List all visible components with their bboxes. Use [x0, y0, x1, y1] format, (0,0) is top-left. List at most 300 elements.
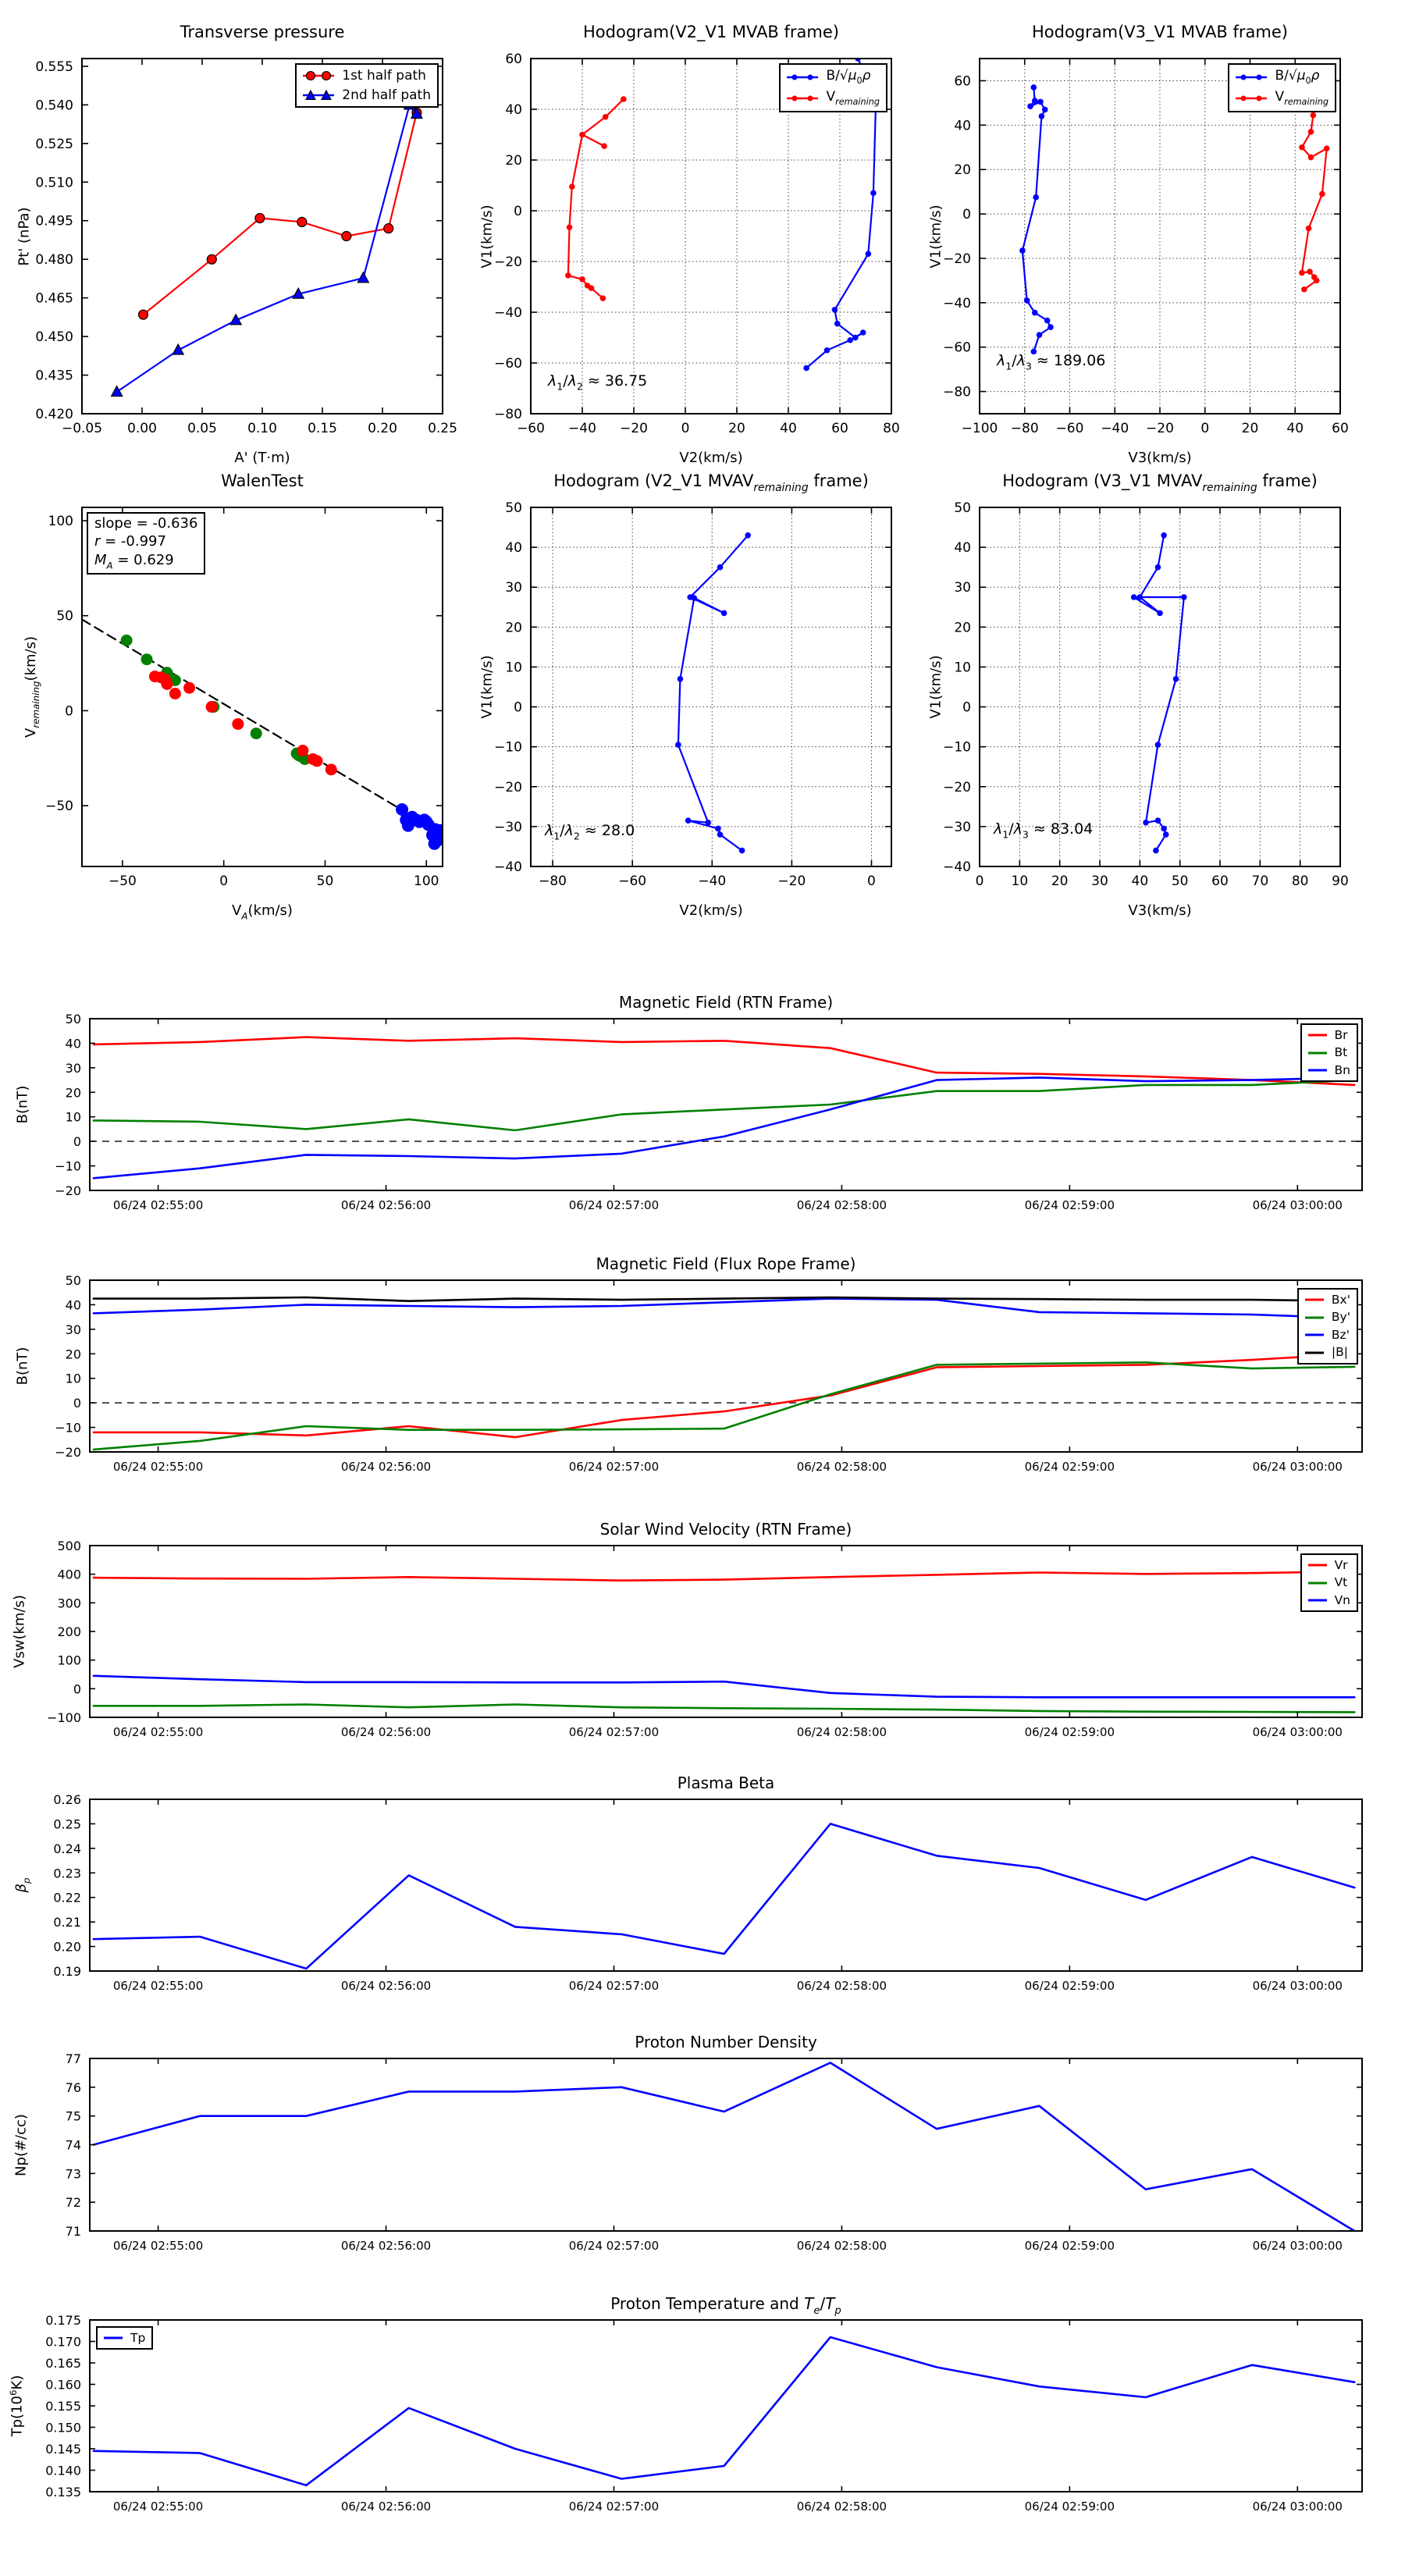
legend-label	[1332, 1343, 1348, 1361]
svg-text:06/24 02:55:00: 06/24 02:55:00	[112, 1460, 204, 1474]
svg-text:0: 0	[962, 207, 971, 223]
annotation-line	[548, 372, 647, 393]
svg-text:20: 20	[65, 1347, 81, 1362]
series-by-prime	[94, 1362, 1354, 1450]
legend-swatch-icon	[1233, 70, 1269, 84]
x-axis-label-text: V2(km/s)	[679, 902, 743, 919]
svg-text:−60: −60	[494, 356, 522, 372]
legend-swatch-icon	[1306, 1028, 1329, 1042]
svg-text:60: 60	[1211, 873, 1229, 889]
axes-frame	[82, 59, 443, 414]
legend-label-text: By'	[1331, 1310, 1350, 1325]
axis-ticks	[980, 507, 1340, 866]
svg-text:60: 60	[505, 52, 522, 67]
y-axis-label-text: $\beta_p$	[12, 1877, 33, 1893]
annotation-line	[994, 820, 1093, 841]
plot-title	[90, 1254, 1362, 1273]
svg-text:20: 20	[1241, 421, 1259, 436]
svg-text:06/24 02:58:00: 06/24 02:58:00	[796, 1979, 887, 1993]
svg-text:0.495: 0.495	[35, 213, 73, 229]
svg-text:−40: −40	[943, 295, 971, 311]
svg-text:0.525: 0.525	[35, 136, 73, 152]
legend-item	[784, 66, 880, 87]
svg-text:06/24 02:56:00: 06/24 02:56:00	[340, 1979, 432, 1993]
y-axis-label	[16, 207, 33, 265]
legend-label	[1332, 1291, 1350, 1308]
legend-item	[1233, 87, 1329, 109]
plot-magnetic-field-rtn	[14, 993, 1362, 1212]
svg-text:06/24 02:59:00: 06/24 02:59:00	[1024, 2500, 1115, 2514]
svg-text:70: 70	[1251, 873, 1269, 889]
x-axis-label-text: $V_A(km/s)$	[232, 902, 293, 922]
legend-item	[1303, 1343, 1350, 1361]
y-axis-label-text: $Tp(10^6K)$	[7, 2375, 26, 2437]
legend-label	[342, 66, 426, 86]
annotation-text: $\lambda_1/\lambda_2 \approx 28.0$	[545, 822, 635, 842]
plot-title	[90, 993, 1362, 1012]
svg-text:50: 50	[65, 1273, 81, 1288]
svg-text:10: 10	[65, 1371, 81, 1386]
series-bx-prime	[94, 1354, 1354, 1437]
svg-text:0.510: 0.510	[35, 175, 73, 191]
svg-text:−20: −20	[55, 1445, 81, 1460]
legend-label	[1332, 1308, 1350, 1325]
series-bt	[94, 1080, 1354, 1130]
series-bz-prime	[94, 1299, 1354, 1318]
plot-transverse-pressure	[16, 23, 457, 466]
legend-label-text: Vr	[1334, 1558, 1348, 1572]
axes-frame	[90, 2320, 1362, 2492]
svg-text:−20: −20	[494, 779, 522, 795]
axis-tick-labels	[35, 59, 457, 436]
chart-canvas	[494, 500, 891, 889]
svg-text:30: 30	[954, 580, 971, 596]
legend-item	[1303, 1291, 1350, 1308]
svg-text:06/24 02:58:00: 06/24 02:58:00	[796, 1460, 887, 1474]
plot-title-text: Hodogram(V3_V1 MVAB frame)	[1032, 23, 1288, 41]
svg-text:60: 60	[954, 73, 971, 90]
legend-label-text: Bt	[1334, 1045, 1348, 1060]
annotation-text: $\lambda_1/\lambda_2 \approx 36.75$	[548, 372, 648, 393]
plot-walen-test	[22, 471, 443, 922]
plot-title-text: Proton Temperature and $T_e/T_p$	[610, 2294, 841, 2317]
plot-proton-density	[12, 2033, 1362, 2253]
legend-swatch-icon	[101, 2331, 125, 2345]
svg-text:0: 0	[1200, 421, 1210, 436]
svg-text:−30: −30	[494, 819, 522, 835]
legend-label-text: Bn	[1334, 1062, 1350, 1077]
legend-label-text: Bx'	[1331, 1293, 1350, 1307]
y-axis-label	[12, 1595, 28, 1668]
svg-text:0.175: 0.175	[45, 2313, 81, 2328]
legend-label	[1335, 1026, 1348, 1044]
axis-tick-labels	[53, 1792, 1343, 1993]
svg-text:0.00: 0.00	[127, 421, 157, 436]
svg-text:06/24 02:56:00: 06/24 02:56:00	[340, 1198, 432, 1212]
axes-frame	[90, 1799, 1362, 1971]
y-axis-label-text: Vsw(km/s)	[11, 1595, 28, 1668]
legend-item	[784, 87, 880, 109]
legend-label-text: $V_{remaining}$	[1275, 89, 1329, 108]
axis-ticks	[90, 2058, 1362, 2231]
svg-text:40: 40	[65, 1036, 81, 1051]
annotation-line	[997, 351, 1105, 373]
annotation-line	[94, 551, 197, 572]
legend-label	[342, 86, 431, 105]
grid	[531, 507, 891, 866]
axes-frame	[90, 2058, 1362, 2231]
y-axis-label-text: Np(#/cc)	[12, 2113, 30, 2176]
svg-text:0.15: 0.15	[308, 421, 337, 436]
legend-label-text: $V_{remaining}$	[826, 89, 880, 108]
svg-text:0.420: 0.420	[35, 407, 73, 422]
axes-frame	[90, 1546, 1362, 1717]
svg-text:0: 0	[514, 204, 522, 219]
svg-text:40: 40	[505, 102, 522, 118]
y-axis-label	[23, 636, 41, 738]
axis-tick-labels	[47, 1539, 1343, 1739]
x-axis-label-text: V3(km/s)	[1128, 450, 1192, 466]
legend-swatch-icon	[1303, 1346, 1326, 1360]
svg-text:06/24 02:58:00: 06/24 02:58:00	[796, 1198, 887, 1212]
legend-swatch-icon	[784, 91, 820, 105]
svg-text:10: 10	[65, 1109, 81, 1125]
plot-title-text: Proton Number Density	[635, 2033, 817, 2051]
svg-text:06/24 02:59:00: 06/24 02:59:00	[1024, 1725, 1115, 1739]
svg-text:77: 77	[65, 2051, 81, 2066]
svg-text:50: 50	[1171, 873, 1189, 889]
svg-text:−10: −10	[494, 739, 522, 756]
svg-text:0.145: 0.145	[45, 2442, 81, 2457]
legend-item	[1306, 1557, 1350, 1574]
svg-text:−100: −100	[47, 1710, 81, 1725]
chart-canvas	[45, 2313, 1362, 2514]
plot-hodogram-v2v1-mvav	[478, 471, 891, 919]
y-axis-label-text: B(nT)	[14, 1085, 31, 1124]
y-axis-label-text: V1(km/s)	[927, 655, 944, 719]
legend-item	[1303, 1326, 1350, 1343]
svg-text:−40: −40	[494, 305, 522, 321]
svg-text:40: 40	[1131, 873, 1149, 889]
legend-item	[301, 86, 431, 105]
svg-text:06/24 03:00:00: 06/24 03:00:00	[1252, 1460, 1343, 1474]
legend-label-text: Vn	[1334, 1592, 1350, 1607]
legend-label	[1335, 1592, 1350, 1609]
plot-title-text: Solar Wind Velocity (RTN Frame)	[599, 1520, 852, 1539]
svg-text:06/24 02:57:00: 06/24 02:57:00	[568, 2239, 660, 2253]
legend-item	[1306, 1574, 1350, 1591]
legend-swatch-icon	[1303, 1293, 1326, 1307]
axis-tick-labels	[45, 2313, 1343, 2514]
series-np	[94, 2063, 1354, 2232]
svg-text:20: 20	[505, 153, 522, 169]
svg-text:06/24 02:58:00: 06/24 02:58:00	[796, 1725, 887, 1739]
y-axis-label	[928, 205, 944, 268]
svg-text:−20: −20	[55, 1183, 81, 1198]
y-axis-label	[13, 2114, 30, 2176]
plot-title-text: Hodogram (V3_V1 $MVAV_{remaining}$ frame)	[1002, 471, 1318, 495]
plot-title	[90, 2033, 1362, 2051]
chart-canvas	[55, 1273, 1362, 1474]
svg-text:0.20: 0.20	[53, 1939, 81, 1955]
legend-swatch-icon	[1306, 1576, 1329, 1590]
svg-text:06/24 03:00:00: 06/24 03:00:00	[1252, 1979, 1343, 1993]
svg-text:90: 90	[1332, 873, 1349, 889]
svg-text:20: 20	[954, 162, 971, 179]
chart-canvas	[53, 1792, 1362, 1993]
chart-canvas	[55, 1012, 1362, 1212]
legend-label-text: $B/√\mu_0\rho$	[1275, 68, 1320, 87]
legend	[1297, 1288, 1358, 1364]
svg-text:06/24 02:57:00: 06/24 02:57:00	[568, 1725, 660, 1739]
legend	[295, 63, 439, 108]
y-axis-label	[479, 205, 496, 268]
legend-item	[1306, 1026, 1350, 1044]
annotation-line	[94, 532, 197, 550]
svg-text:20: 20	[65, 1085, 81, 1101]
plot-hodogram-v3v1-mvab	[927, 23, 1349, 466]
legend-label-text: |B|	[1331, 1345, 1348, 1360]
axes-frame	[90, 1019, 1362, 1190]
legend	[96, 2326, 153, 2350]
svg-text:50: 50	[505, 500, 522, 516]
legend-swatch-icon	[784, 70, 820, 84]
legend-item	[1306, 1062, 1350, 1079]
svg-text:40: 40	[1286, 421, 1304, 436]
svg-text:06/24 02:56:00: 06/24 02:56:00	[340, 2500, 432, 2514]
svg-text:06/24 02:57:00: 06/24 02:57:00	[568, 1198, 660, 1212]
legend-label	[1335, 1062, 1350, 1079]
legend	[779, 63, 887, 112]
axis-tick-labels	[66, 2051, 1343, 2253]
y-axis-label-text: V1(km/s)	[478, 655, 496, 719]
x-axis-label	[82, 450, 443, 466]
axis-ticks	[82, 59, 443, 414]
svg-text:−50: −50	[45, 799, 73, 815]
svg-text:40: 40	[65, 1297, 81, 1313]
svg-text:0.465: 0.465	[35, 290, 73, 307]
svg-text:20: 20	[728, 421, 745, 436]
svg-text:06/24 02:55:00: 06/24 02:55:00	[112, 2500, 204, 2514]
svg-text:06/24 02:59:00: 06/24 02:59:00	[1024, 1198, 1115, 1212]
legend-item	[1306, 1044, 1350, 1061]
y-axis-label	[928, 655, 944, 718]
svg-text:−80: −80	[494, 407, 522, 422]
svg-text:75: 75	[65, 2108, 81, 2124]
svg-text:0.160: 0.160	[45, 2377, 81, 2393]
y-axis-label	[15, 1086, 31, 1124]
series-second-half-path	[112, 99, 422, 397]
plot-title-text: WalenTest	[221, 471, 304, 490]
annotation-text: $\lambda_1/\lambda_3 \approx 189.06$	[997, 352, 1106, 372]
legend-label	[1275, 66, 1319, 87]
annotation-text: $\lambda_1/\lambda_3 \approx 83.04$	[994, 820, 1094, 841]
svg-text:0.21: 0.21	[53, 1915, 81, 1930]
svg-text:100: 100	[57, 1653, 81, 1668]
svg-text:06/24 02:56:00: 06/24 02:56:00	[340, 1460, 432, 1474]
svg-text:0.150: 0.150	[45, 2420, 81, 2435]
svg-text:06/24 02:55:00: 06/24 02:55:00	[112, 2239, 204, 2253]
y-axis-label	[479, 655, 496, 718]
svg-text:06/24 02:57:00: 06/24 02:57:00	[568, 1460, 660, 1474]
series-v-remaining	[565, 96, 627, 301]
svg-text:40: 40	[505, 540, 522, 557]
svg-text:0: 0	[65, 703, 73, 720]
svg-text:10: 10	[505, 660, 522, 676]
svg-text:0.540: 0.540	[35, 98, 73, 114]
svg-text:0: 0	[681, 421, 690, 436]
legend	[1228, 63, 1336, 112]
annotation-text: $M_A = 0.629$	[94, 551, 174, 571]
svg-text:−20: −20	[494, 254, 522, 270]
x-axis-label-text: V2(km/s)	[679, 450, 743, 466]
svg-text:−80: −80	[539, 873, 567, 889]
svg-text:60: 60	[1332, 421, 1349, 436]
plot-hodogram-v2v1-mvab	[478, 23, 900, 466]
series-v-hodogram	[1131, 532, 1187, 853]
svg-text:20: 20	[1051, 873, 1069, 889]
svg-text:40: 40	[780, 421, 797, 436]
svg-text:0.135: 0.135	[45, 2485, 81, 2500]
svg-text:0.170: 0.170	[45, 2334, 81, 2350]
plot-title	[980, 471, 1340, 494]
x-axis-label-text: A' (T·m)	[234, 450, 290, 466]
legend-swatch-icon	[1233, 91, 1269, 105]
axes-frame	[980, 507, 1340, 866]
svg-text:−20: −20	[943, 779, 971, 795]
svg-text:06/24 03:00:00: 06/24 03:00:00	[1252, 1725, 1343, 1739]
svg-text:71: 71	[65, 2224, 81, 2239]
svg-text:0.10: 0.10	[247, 421, 277, 436]
plot-title-text: Plasma Beta	[677, 1774, 775, 1792]
svg-text:−20: −20	[777, 873, 806, 889]
svg-text:72: 72	[65, 2195, 81, 2211]
svg-text:06/24 02:56:00: 06/24 02:56:00	[340, 2239, 432, 2253]
series-scatter-blue	[396, 803, 446, 850]
svg-text:0: 0	[514, 699, 522, 716]
svg-text:0.25: 0.25	[53, 1816, 81, 1832]
svg-text:0: 0	[73, 1134, 81, 1150]
svg-text:06/24 02:57:00: 06/24 02:57:00	[568, 2500, 660, 2514]
y-axis-label-text: V1(km/s)	[927, 204, 944, 269]
plot-title	[90, 1520, 1362, 1539]
svg-text:06/24 03:00:00: 06/24 03:00:00	[1252, 2239, 1343, 2253]
y-axis-label-text: B(nT)	[14, 1347, 31, 1386]
svg-text:−60: −60	[517, 421, 545, 436]
svg-text:−30: −30	[943, 819, 971, 835]
svg-text:06/24 02:59:00: 06/24 02:59:00	[1024, 1460, 1115, 1474]
legend-swatch-icon	[1306, 1593, 1329, 1607]
svg-text:0: 0	[867, 873, 876, 889]
legend-swatch-icon	[301, 69, 336, 83]
axis-ticks	[531, 507, 891, 866]
plot-proton-temperature	[7, 2294, 1362, 2514]
legend-swatch-icon	[1303, 1328, 1326, 1342]
legend-item	[301, 66, 431, 86]
svg-text:50: 50	[954, 500, 971, 516]
svg-text:−100: −100	[961, 421, 998, 436]
series-walen-fit-line	[82, 620, 443, 834]
legend-label	[1275, 87, 1329, 109]
svg-text:73: 73	[65, 2166, 81, 2182]
y-axis-label-text: V1(km/s)	[478, 204, 496, 269]
x-axis-label	[980, 450, 1340, 466]
legend-label-text: 2nd half path	[342, 87, 431, 103]
x-axis-label	[980, 902, 1340, 919]
axis-ticks	[90, 1546, 1362, 1717]
legend-swatch-icon	[301, 88, 336, 102]
svg-text:0.22: 0.22	[53, 1890, 81, 1905]
svg-text:0.23: 0.23	[53, 1866, 81, 1881]
svg-text:40: 40	[954, 118, 971, 134]
legend	[1300, 1023, 1358, 1082]
svg-text:0: 0	[73, 1396, 81, 1411]
chart-canvas	[943, 500, 1349, 889]
plot-hodogram-v3v1-mvav	[927, 471, 1349, 919]
svg-text:−10: −10	[943, 739, 971, 756]
svg-text:06/24 02:55:00: 06/24 02:55:00	[112, 1198, 204, 1212]
svg-text:0.19: 0.19	[53, 1964, 81, 1979]
svg-text:80: 80	[883, 421, 900, 436]
series-v-hodogram	[675, 532, 751, 853]
legend-label-text: Vt	[1334, 1575, 1348, 1590]
axis-ticks	[90, 2320, 1362, 2492]
svg-text:−20: −20	[620, 421, 648, 436]
svg-text:0: 0	[73, 1681, 81, 1697]
legend-label	[1332, 1326, 1350, 1343]
annotation	[548, 372, 647, 393]
svg-text:−80: −80	[1010, 421, 1039, 436]
svg-text:10: 10	[954, 660, 971, 676]
svg-text:−60: −60	[943, 340, 971, 356]
svg-text:−50: −50	[108, 873, 137, 889]
svg-text:0.435: 0.435	[35, 368, 73, 384]
y-axis-label-text: Pt' (nPa)	[16, 206, 33, 266]
annotation-text: r = -0.997	[94, 533, 166, 550]
axis-ticks	[90, 1019, 1362, 1190]
legend-swatch-icon	[1303, 1311, 1326, 1325]
svg-text:0.24: 0.24	[53, 1841, 81, 1856]
svg-text:−0.05: −0.05	[61, 421, 103, 436]
svg-text:30: 30	[505, 580, 522, 596]
y-axis-label	[15, 1347, 31, 1386]
legend-label	[826, 66, 870, 87]
x-axis-label	[82, 902, 443, 921]
grid	[980, 507, 1340, 866]
plot-title	[82, 471, 443, 490]
plot-title-text: Transverse pressure	[180, 23, 345, 41]
x-axis-label	[531, 902, 891, 919]
svg-text:50: 50	[65, 1012, 81, 1026]
svg-text:−40: −40	[698, 873, 727, 889]
annotation	[87, 512, 205, 575]
svg-text:0: 0	[975, 873, 984, 889]
svg-text:−40: −40	[1101, 421, 1129, 436]
plot-title	[531, 471, 891, 494]
svg-text:20: 20	[505, 620, 522, 636]
annotation-text: slope = -0.636	[94, 515, 198, 532]
legend-item	[1306, 1592, 1350, 1609]
axis-tick-labels	[943, 73, 1349, 436]
series-beta-p	[94, 1823, 1354, 1969]
svg-text:06/24 03:00:00: 06/24 03:00:00	[1252, 2500, 1343, 2514]
svg-text:0.155: 0.155	[45, 2399, 81, 2414]
svg-text:06/24 02:58:00: 06/24 02:58:00	[796, 2500, 887, 2514]
legend-label-text: Br	[1334, 1028, 1348, 1042]
svg-text:0.165: 0.165	[45, 2356, 81, 2371]
svg-text:−60: −60	[1055, 421, 1084, 436]
svg-text:20: 20	[954, 620, 971, 636]
